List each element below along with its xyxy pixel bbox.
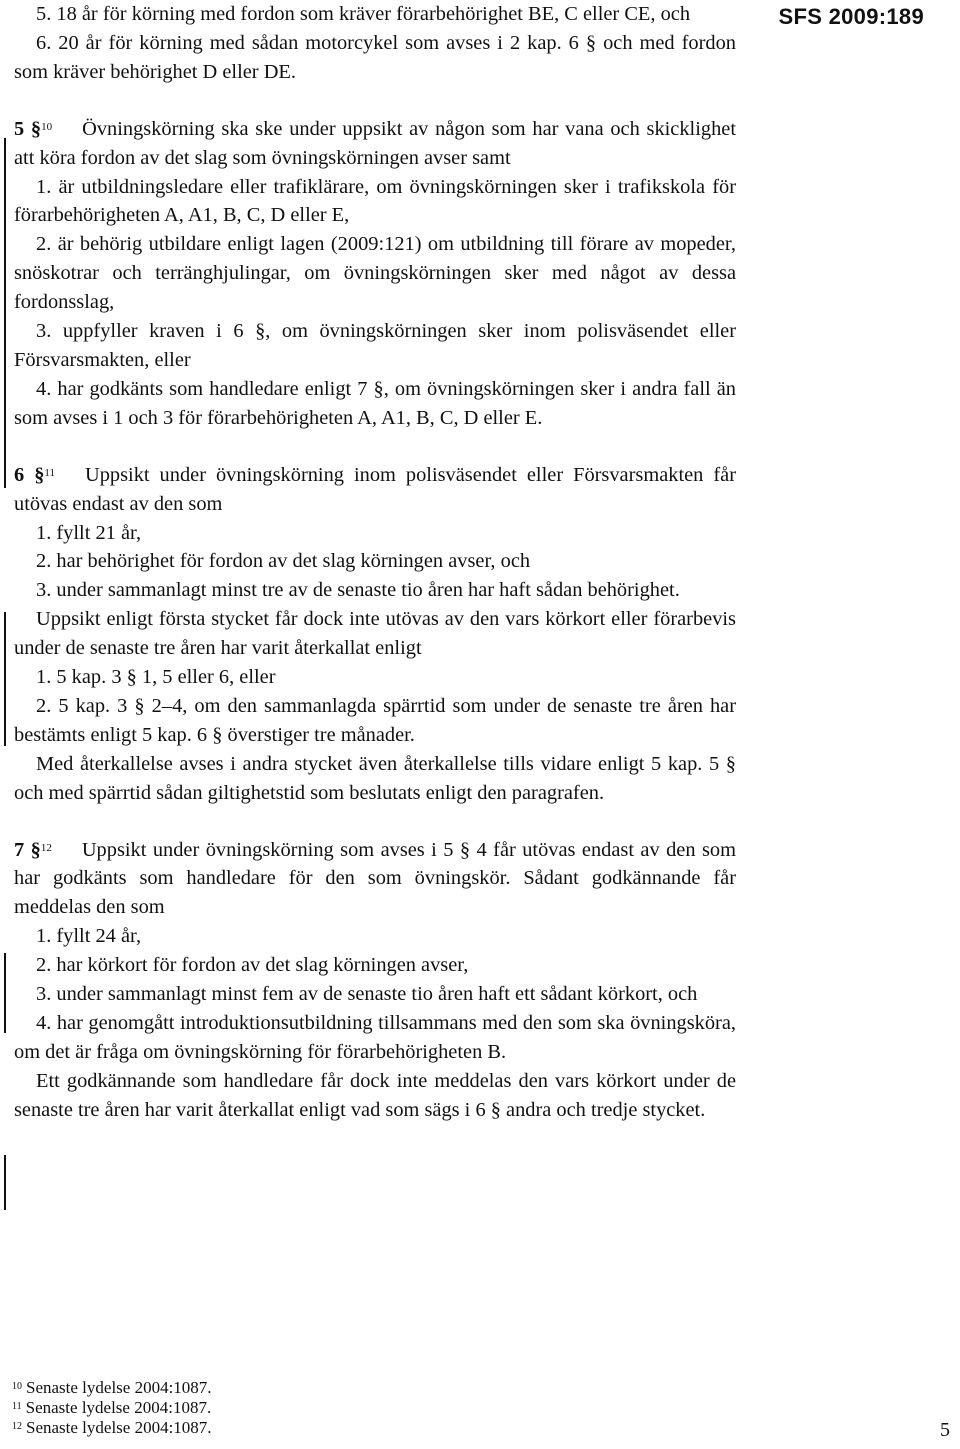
section-5 xyxy=(14,115,736,433)
list-item: 5. 18 år för körning med fordon som kräver förarbehörighet BE, C eller CE, och xyxy=(36,3,691,25)
list-item: 3. under sammanlagt minst tre av de senaste tio åren har haft sådan behörighet. xyxy=(36,579,680,602)
list-item: 1. är utbildningsledare eller trafiklärare, om övningskörningen sker i trafikskola för förarbehörigheten A, A1, B, C, D eller E, xyxy=(14,175,736,227)
section-number: 5 §$^{10}$ xyxy=(14,117,53,140)
list-item: 6. 20 år för körning med sådan motorcykel som avses i 2 kap. 6 § och med fordon som kräver behörighet D eller DE. xyxy=(14,31,736,83)
document-id-header: SFS 2009:189 xyxy=(778,4,924,29)
change-bar xyxy=(4,1155,6,1210)
list-item: 1. fyllt 24 år, xyxy=(36,925,142,948)
footnotes xyxy=(12,1378,212,1438)
list-item: 4. har genomgått introduktionsutbildning tillsammans med den som ska övningsköra, om det är fråga om övningskörning för förarbehörigheten B. xyxy=(14,1012,736,1063)
list-item: 2. har körkort för fordon av det slag körningen avser, xyxy=(36,954,469,977)
paragraph: Uppsikt enligt första stycket får dock inte utövas av den vars körkort eller förarbevis under de senaste tre åren har varit återkallat enligt xyxy=(14,608,736,660)
section-7 xyxy=(14,836,736,1125)
list-item: 2. 5 kap. 3 § 2–4, om den sammanlagda spärrtid som under de senaste tre åren har bestämts enligt 5 kap. 6 § överstiger tre månader. xyxy=(14,694,736,746)
footnote-ref: 10 xyxy=(41,120,53,133)
paragraph: Med återkallelse avses i andra stycket även återkallelse tills vidare enligt 5 kap. 5 § och med spärrtid sådan giltighetstid som beslutats enligt den paragrafen. xyxy=(14,752,736,804)
footnote-ref: 12 xyxy=(40,841,52,854)
list-item: 3. uppfyller kraven i 6 §, om övningskörningen sker inom polisväsendet eller Försvarsmakten, eller xyxy=(14,320,736,371)
list-item: 4. har godkänts som handledare enligt 7 §, om övningskörningen sker i andra fall än som avses i 1 och 3 för förarbehörigheten A, A1, B, C, D eller E. xyxy=(14,377,736,429)
list-item: 1. 5 kap. 3 § 1, 5 eller 6, eller xyxy=(36,666,276,689)
change-bar xyxy=(4,953,6,1033)
page-number: 5 xyxy=(940,1419,950,1441)
footnote-ref: 11 xyxy=(44,466,55,479)
section-6 xyxy=(14,461,736,808)
footnote: $^{12}$ Senaste lydelse 2004:1087. xyxy=(12,1418,212,1437)
paragraph: Ett godkännande som handledare får dock inte meddelas den vars körkort under de senaste tre åren har varit återkallat enligt vad som sägs i 6 § andra och tredje stycket. xyxy=(14,1069,736,1121)
list-item: 2. är behörig utbildare enligt lagen (2009:121) om utbildning till förare av mopeder, snöskotrar och terränghjulingar, om övningskörningen sker med något av dessa fordonsslag, xyxy=(14,233,736,314)
section-intro: 6 §$^{11}$ Uppsikt under övningskörning inom polisväsendet eller Försvarsmakten får utövas endast av den som xyxy=(14,463,736,515)
footnote: $^{11}$ Senaste lydelse 2004:1087. xyxy=(12,1398,212,1417)
section-number: 6 §$^{11}$ xyxy=(14,463,55,486)
footnote: $^{10}$ Senaste lydelse 2004:1087. xyxy=(12,1378,212,1397)
list-item: 2. har behörighet för fordon av det slag körningen avser, och xyxy=(36,550,531,573)
section-intro: 5 §$^{10}$ Övningskörning ska ske under uppsikt av någon som har vana och skicklighet att köra fordon av det slag som övningskörningen avser samt xyxy=(14,117,736,169)
list-item: 1. fyllt 21 år, xyxy=(36,521,142,544)
change-bar xyxy=(4,138,6,488)
list-item: 3. under sammanlagt minst fem av de senaste tio åren haft ett sådant körkort, och xyxy=(36,983,698,1006)
body-text xyxy=(14,0,736,1125)
section-number: 7 §$^{12}$ xyxy=(14,838,52,861)
section-intro: 7 §$^{12}$ Uppsikt under övningskörning som avses i 5 § 4 får utövas endast av den som har godkänts som handledare för den som övningskör. Sådant godkännande får meddelas den som xyxy=(14,838,736,919)
change-bar xyxy=(4,612,6,746)
